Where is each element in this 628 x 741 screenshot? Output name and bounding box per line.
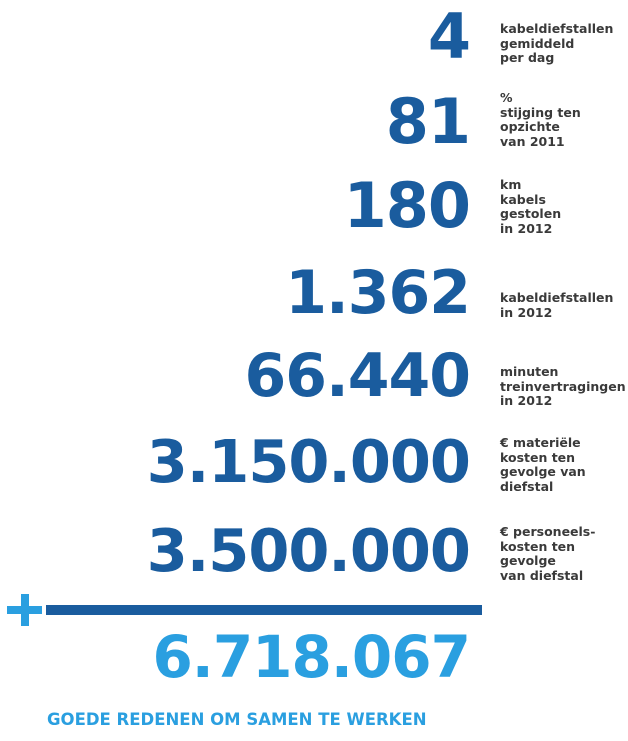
sum-rule bbox=[46, 605, 482, 615]
operator-symbol bbox=[7, 594, 8, 595]
stat-label: € materiële kosten ten gevolge van diefstal bbox=[500, 435, 586, 494]
stat-label: minuten treinvertragingen in 2012 bbox=[500, 364, 626, 408]
stat-value: 81 bbox=[385, 85, 470, 158]
stat-value: 3.150.000 bbox=[146, 427, 470, 496]
stat-value: 1.362 bbox=[285, 258, 470, 328]
stat-label: kabeldiefstallen gemiddeld per dag bbox=[500, 21, 614, 65]
stat-value: 4 bbox=[427, 0, 470, 73]
stat-label: km kabels gestolen in 2012 bbox=[500, 177, 562, 236]
tagline: GOEDE REDENEN OM SAMEN TE WERKEN bbox=[47, 710, 427, 729]
plus-bar-vertical bbox=[21, 594, 29, 626]
total-value: 6.718.067 bbox=[152, 623, 470, 691]
stat-label: % stijging ten opzichte van 2011 bbox=[500, 90, 581, 149]
stat-value: 66.440 bbox=[244, 341, 470, 411]
stat-value: 180 bbox=[343, 169, 470, 242]
plus-icon bbox=[7, 594, 42, 626]
stat-label: € personeels- kosten ten gevolge van diefstal bbox=[500, 524, 596, 583]
stat-label: kabeldiefstallen in 2012 bbox=[500, 290, 614, 320]
stat-value: 3.500.000 bbox=[146, 516, 470, 585]
